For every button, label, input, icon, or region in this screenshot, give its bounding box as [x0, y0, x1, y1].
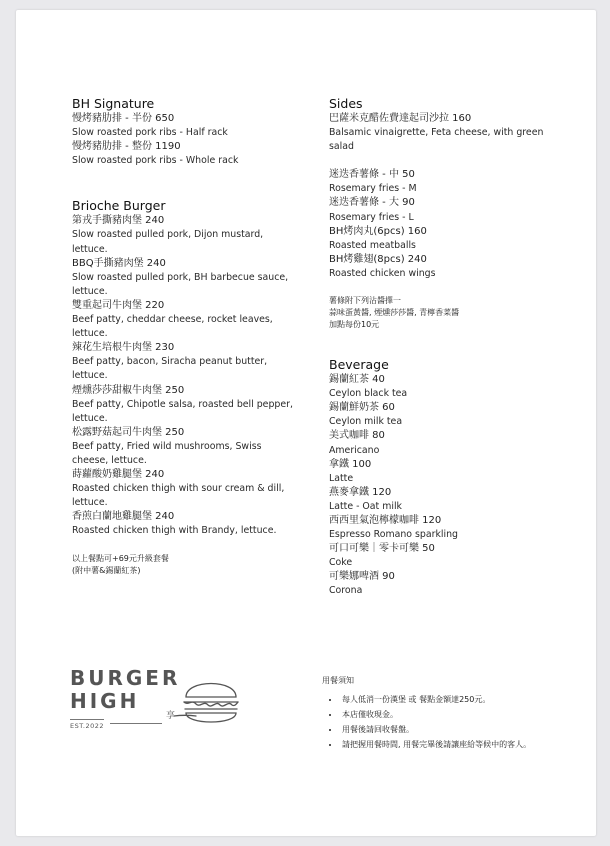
item-name-zh: BH烤雞翅(8pcs) 240 — [329, 253, 427, 265]
item-desc-en: Coke — [329, 557, 353, 569]
rules-list — [322, 692, 582, 752]
menu-item — [329, 401, 544, 429]
item-desc-en: Ceylon black tea — [329, 388, 408, 400]
section-title-signature: BH Signature — [72, 96, 155, 111]
menu-item — [72, 426, 297, 468]
section-title-burger: Brioche Burger — [72, 198, 166, 214]
rule-item: • 請把握用餐時間, 用餐完畢後請讓座給等候中的客人。 — [340, 737, 582, 752]
note-line: (附中薯&錫蘭紅茶) — [72, 565, 141, 575]
item-name-zh: 迷迭香薯條 - 中 50 — [329, 169, 415, 181]
right-column — [329, 96, 544, 599]
dip-sauce-note — [329, 295, 544, 331]
dining-rules — [322, 673, 582, 752]
menu-item — [329, 486, 544, 514]
menu-item — [72, 384, 297, 426]
menu-item — [72, 468, 297, 510]
item-name-zh: 西西里氣泡檸檬咖啡 120 — [329, 514, 442, 526]
item-name-zh: 香煎白蘭地雞腿堡 240 — [72, 511, 175, 523]
menu-item — [72, 299, 297, 341]
menu-item — [72, 341, 297, 383]
item-desc-en: Slow roasted pork ribs - Whole rack — [72, 155, 239, 167]
item-desc-en: Beef patty, cheddar cheese, rocket leaves, lettuce. — [72, 314, 273, 340]
item-desc-en: Espresso Romano sparkling — [329, 529, 458, 541]
menu-item — [329, 253, 544, 281]
item-desc-en: Rosemary fries - M — [329, 183, 417, 195]
logo-mark-char: 享 — [166, 711, 176, 721]
item-name-zh: 迷迭香薯條 - 大 90 — [329, 197, 415, 209]
logo-line1: BURGER — [70, 666, 181, 690]
note-line: 加點每份10元 — [329, 320, 380, 330]
menu-item — [72, 140, 297, 168]
item-name-zh: 第戎手撕豬肉堡 240 — [72, 215, 165, 227]
section-title-sides: Sides — [329, 96, 363, 111]
item-desc-en: Beef patty, Fried wild mushrooms, Swiss cheese, lettuce. — [72, 440, 262, 466]
item-desc-en: Roasted chicken thigh with sour cream & dill, lettuce. — [72, 483, 285, 509]
item-name-zh: 拿鐵 100 — [329, 458, 372, 470]
logo-line2: HIGH — [70, 689, 140, 713]
menu-item — [72, 214, 297, 256]
item-name-zh: 錫蘭紅茶 40 — [329, 374, 385, 386]
item-desc-en: Americano — [329, 444, 380, 456]
item-name-zh: 巴薩米克醋佐費達起司沙拉 160 — [329, 113, 472, 124]
rule-item: • 用餐後請回收餐盤。 — [340, 722, 582, 737]
item-name-zh: 辣花生培根牛肉堡 230 — [72, 342, 175, 354]
rule-item: • 每人低消一份漢堡 或 餐點金額達250元。 — [340, 692, 582, 707]
menu-item — [329, 429, 544, 457]
rule-item: • 本店僅收現金。 — [340, 707, 582, 722]
menu-item — [72, 112, 297, 140]
note-line: 薯條附下列沾醬擇一 — [329, 296, 401, 306]
item-desc-en: Roasted chicken thigh with Brandy, lettuce. — [72, 525, 277, 537]
set-upgrade-note — [72, 553, 297, 577]
item-desc-en: Slow roasted pulled pork, BH barbecue sauce, lettuce. — [72, 271, 289, 297]
item-desc-en: Beef patty, bacon, Siracha peanut butter, lettuce. — [72, 356, 268, 382]
rules-title: 用餐須知 — [322, 676, 354, 685]
left-column — [72, 96, 297, 577]
item-name-zh: BH烤肉丸(6pcs) 160 — [329, 225, 427, 237]
item-desc-en: Balsamic vinaigrette, Feta cheese, with green salad — [329, 127, 544, 153]
item-desc-en: Ceylon milk tea — [329, 416, 403, 428]
item-desc-en: Roasted meatballs — [329, 239, 416, 251]
menu-item — [72, 257, 297, 299]
item-desc-en: Beef patty, Chipotle salsa, roasted bell pepper, lettuce. — [72, 398, 293, 424]
item-desc-en: Roasted chicken wings — [329, 267, 436, 279]
menu-item — [329, 112, 544, 154]
menu-sheet — [16, 10, 596, 836]
note-line: 以上餐點可+69元升級套餐 — [72, 553, 169, 563]
menu-item — [329, 196, 544, 224]
burger-icon — [166, 671, 244, 733]
menu-item — [329, 168, 544, 196]
menu-item — [329, 570, 544, 598]
item-name-zh: 煙燻莎莎甜椒牛肉堡 250 — [72, 384, 185, 396]
item-name-zh: 可樂娜啤酒 90 — [329, 571, 395, 583]
brand-logo — [70, 667, 250, 737]
menu-item — [329, 514, 544, 542]
item-desc-en: Rosemary fries - L — [329, 211, 414, 223]
item-name-zh: 錫蘭鮮奶茶 60 — [329, 402, 395, 414]
menu-item — [329, 542, 544, 570]
item-name-zh: 慢烤豬肋排 - 整份 1190 — [72, 141, 181, 153]
item-name-zh: 松露野菇起司牛肉堡 250 — [72, 426, 185, 438]
logo-wordmark — [70, 667, 180, 713]
item-name-zh: 可口可樂｜零卡可樂 50 — [329, 543, 435, 555]
section-title-beverage: Beverage — [329, 357, 389, 373]
item-name-zh: 慢烤豬肋排 - 半份 650 — [72, 113, 175, 124]
item-desc-en: Slow roasted pork ribs - Half rack — [72, 127, 228, 139]
item-desc-en: Latte — [329, 472, 354, 484]
item-desc-en: Corona — [329, 585, 363, 597]
note-line: 蒜味蛋黃醬, 煙燻莎莎醬, 青檸香菜醬 — [329, 308, 460, 318]
item-desc-en: Latte - Oat milk — [329, 500, 402, 512]
item-name-zh: 蒔蘿酸奶雞腿堡 240 — [72, 469, 165, 481]
logo-est: EST.2022 — [70, 719, 104, 730]
menu-item — [329, 458, 544, 486]
item-name-zh: BBQ手撕豬肉堡 240 — [72, 257, 166, 269]
menu-item — [329, 225, 544, 253]
item-desc-en: Slow roasted pulled pork, Dijon mustard, lettuce. — [72, 229, 264, 255]
item-name-zh: 雙重起司牛肉堡 220 — [72, 299, 165, 311]
item-name-zh: 美式咖啡 80 — [329, 430, 385, 442]
menu-item — [72, 510, 297, 538]
item-name-zh: 燕麥拿鐵 120 — [329, 486, 392, 498]
logo-divider — [110, 723, 162, 724]
menu-item — [329, 373, 544, 401]
